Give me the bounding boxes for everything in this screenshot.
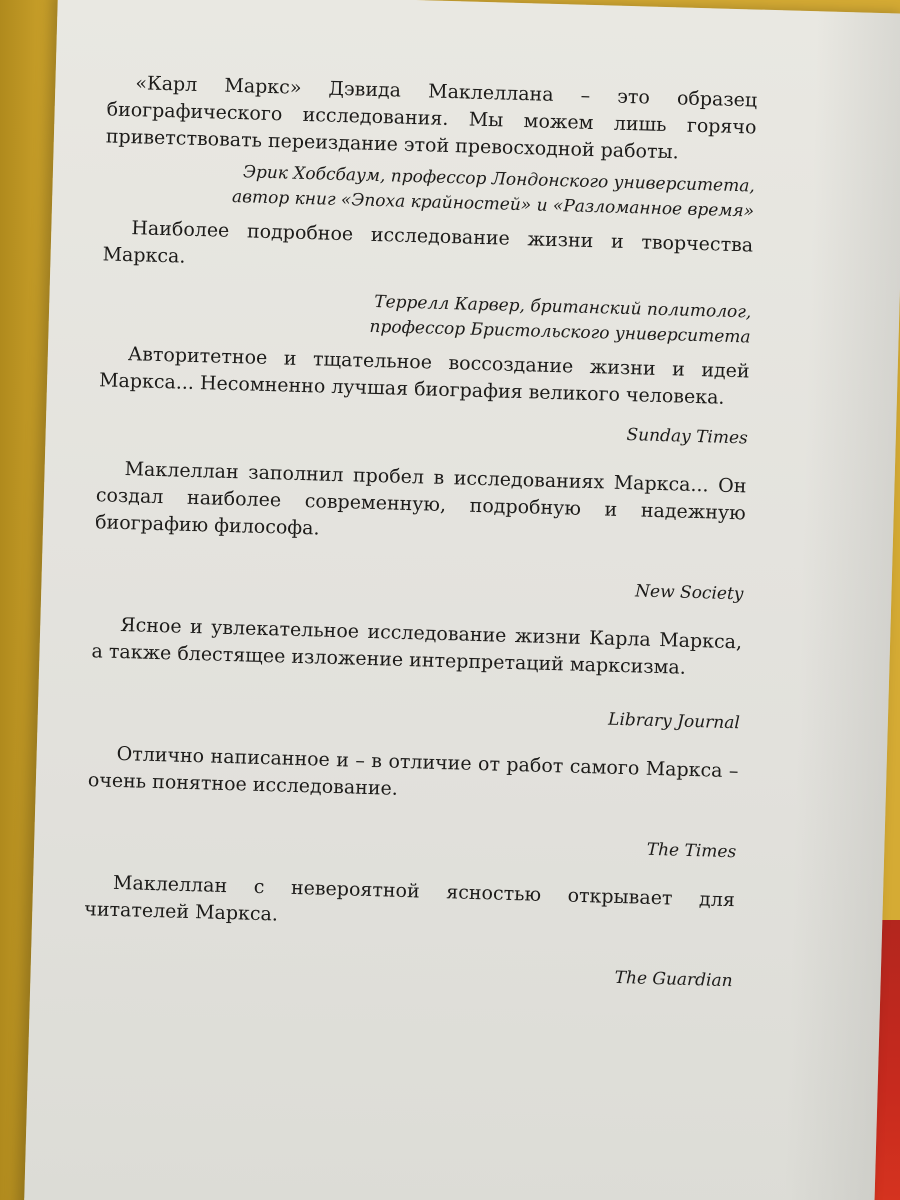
source-the-guardian: The Guardian xyxy=(614,967,733,992)
source-the-times: The Times xyxy=(646,839,737,863)
quote-hobsbawm: «Карл Маркс» Дэвида Маклеллана – это образец биографического исследования. Мы можем лишь горячо приветствовать переиздание этой превосходной работы. xyxy=(105,72,758,164)
source-sunday-times: Sunday Times xyxy=(626,425,749,449)
source-hobsbawm-line1: Эрик Хобсбаум, профессор Лондонского университета, xyxy=(242,162,756,197)
source-carver-line1: Террелл Карвер, британский политолог, xyxy=(374,291,752,323)
quote-library-journal: Ясное и увлекательное исследование жизни Карла Маркса, а также блестящее изложение интерпретаций марксизма. xyxy=(91,613,743,679)
source-hobsbawm-line2: автор книг «Эпоха крайностей» и «Разломанное время» xyxy=(231,186,755,222)
source-carver-line2: профессор Бристольского университета xyxy=(369,316,751,348)
quote-new-society: Маклеллан заполнил пробел в исследованиях Маркса... Он создал наиболее современную, подробную и надежную биографию философа. xyxy=(94,458,747,540)
source-new-society: New Society xyxy=(634,581,744,605)
quote-sunday-times: Авторитетное и тщательное воссоздание жизни и идей Маркса... Несомненно лучшая биография великого человека. xyxy=(98,343,750,409)
source-library-journal: Library Journal xyxy=(607,709,741,734)
quote-carver: Наиболее подробное исследование жизни и творчества Маркса. xyxy=(102,217,754,268)
blurb-text-block xyxy=(82,69,757,994)
book-page xyxy=(24,0,900,1200)
quote-the-guardian: Маклеллан с невероятной ясностью открывает для читателей Маркса. xyxy=(84,871,736,926)
quote-the-times: Отлично написанное и – в отличие от работ самого Маркса – очень понятное исследование. xyxy=(87,742,739,800)
